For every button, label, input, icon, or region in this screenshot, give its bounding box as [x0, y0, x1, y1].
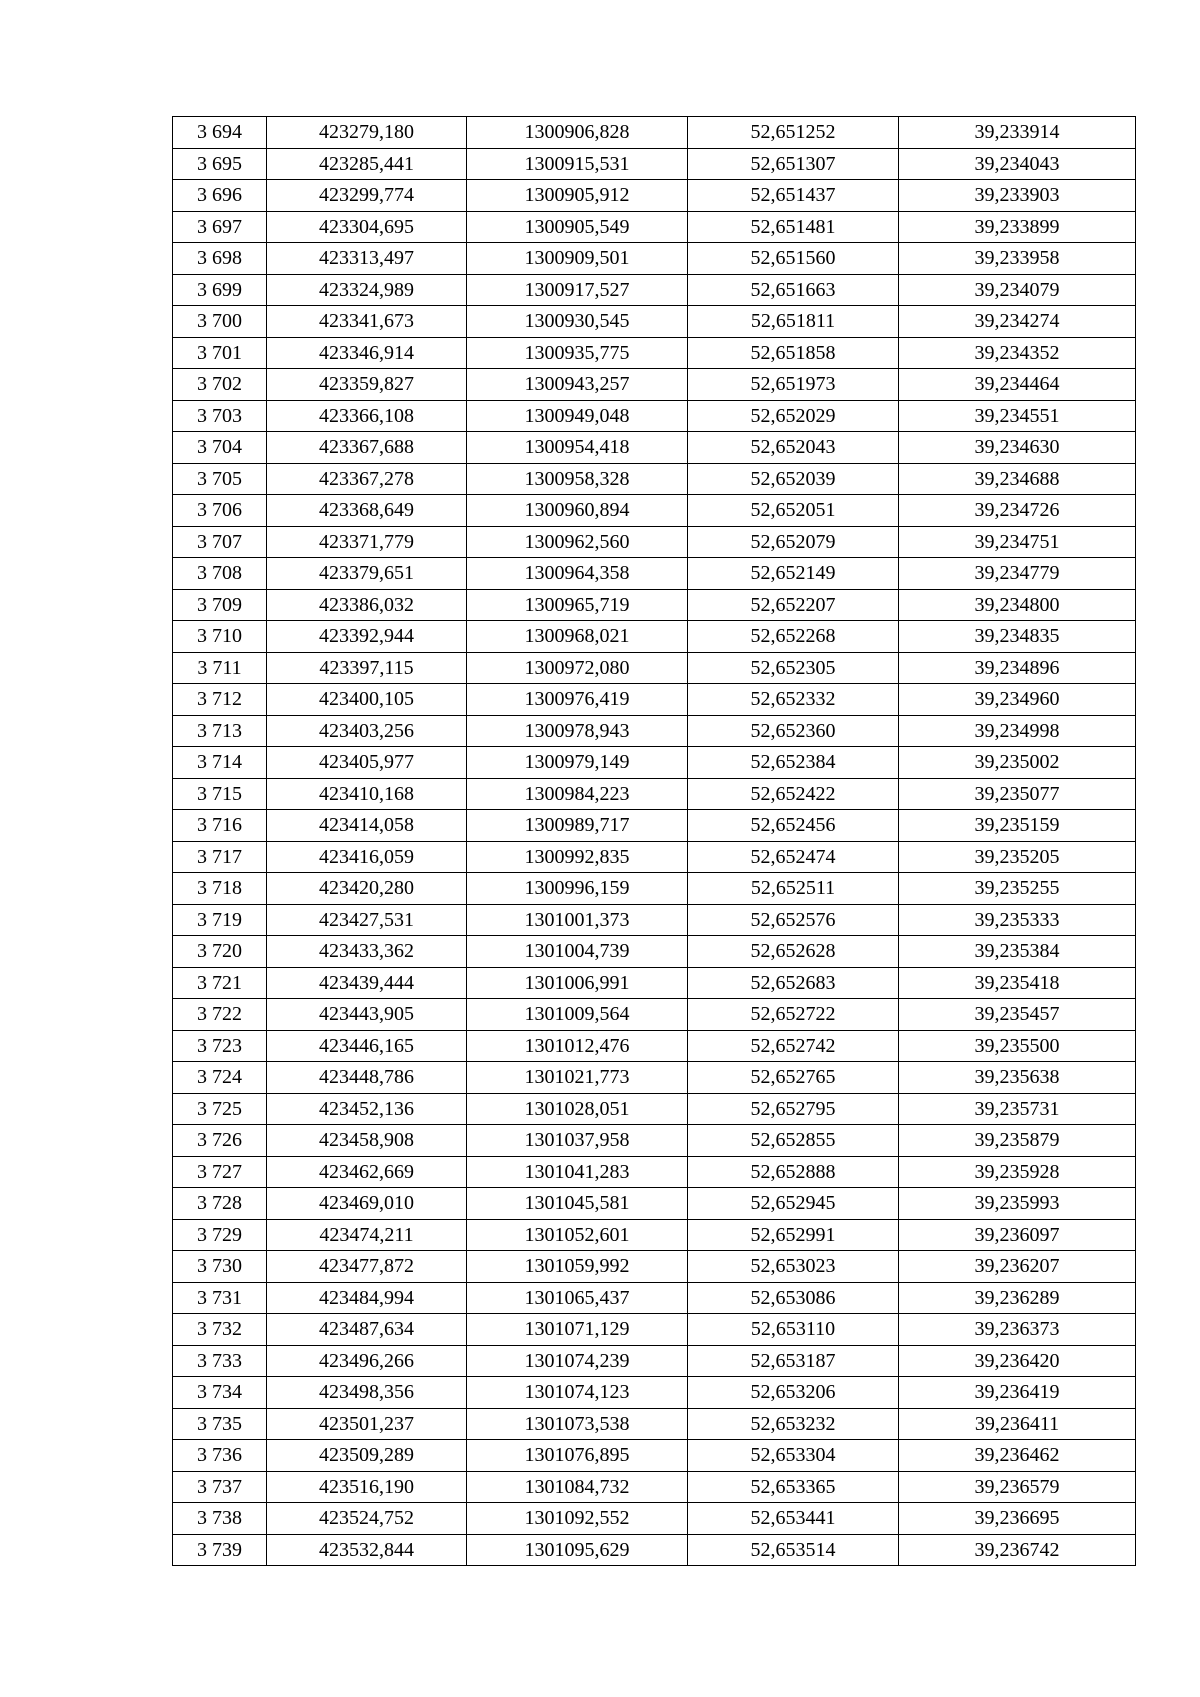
table-row	[173, 148, 1136, 180]
x-coordinate-cell: 423443,905	[267, 999, 467, 1031]
y-coordinate-cell: 1300935,775	[467, 337, 688, 369]
point-number-cell: 3 711	[173, 652, 267, 684]
x-coordinate-cell: 423403,256	[267, 715, 467, 747]
y-coordinate-cell: 1300906,828	[467, 117, 688, 149]
latitude-cell: 52,651560	[688, 243, 899, 275]
point-number-cell: 3 723	[173, 1030, 267, 1062]
latitude-cell: 52,652268	[688, 621, 899, 653]
x-coordinate-cell: 423285,441	[267, 148, 467, 180]
latitude-cell: 52,652765	[688, 1062, 899, 1094]
longitude-cell: 39,235418	[899, 967, 1136, 999]
table-row	[173, 463, 1136, 495]
longitude-cell: 39,236373	[899, 1314, 1136, 1346]
table-row	[173, 243, 1136, 275]
latitude-cell: 52,653206	[688, 1377, 899, 1409]
longitude-cell: 39,236579	[899, 1471, 1136, 1503]
y-coordinate-cell: 1300915,531	[467, 148, 688, 180]
y-coordinate-cell: 1300954,418	[467, 432, 688, 464]
table-row	[173, 1282, 1136, 1314]
point-number-cell: 3 694	[173, 117, 267, 149]
longitude-cell: 39,234274	[899, 306, 1136, 338]
latitude-cell: 52,652149	[688, 558, 899, 590]
latitude-cell: 52,651307	[688, 148, 899, 180]
latitude-cell: 52,651858	[688, 337, 899, 369]
table-row	[173, 1125, 1136, 1157]
x-coordinate-cell: 423405,977	[267, 747, 467, 779]
point-number-cell: 3 739	[173, 1534, 267, 1566]
y-coordinate-cell: 1301059,992	[467, 1251, 688, 1283]
point-number-cell: 3 738	[173, 1503, 267, 1535]
latitude-cell: 52,651481	[688, 211, 899, 243]
latitude-cell: 52,652511	[688, 873, 899, 905]
x-coordinate-cell: 423341,673	[267, 306, 467, 338]
point-number-cell: 3 719	[173, 904, 267, 936]
point-number-cell: 3 729	[173, 1219, 267, 1251]
longitude-cell: 39,235879	[899, 1125, 1136, 1157]
latitude-cell: 52,652628	[688, 936, 899, 968]
y-coordinate-cell: 1300905,549	[467, 211, 688, 243]
latitude-cell: 52,652945	[688, 1188, 899, 1220]
point-number-cell: 3 703	[173, 400, 267, 432]
x-coordinate-cell: 423452,136	[267, 1093, 467, 1125]
longitude-cell: 39,234688	[899, 463, 1136, 495]
longitude-cell: 39,236462	[899, 1440, 1136, 1472]
table-row	[173, 589, 1136, 621]
table-row	[173, 1440, 1136, 1472]
x-coordinate-cell: 423414,058	[267, 810, 467, 842]
longitude-cell: 39,235077	[899, 778, 1136, 810]
latitude-cell: 52,652722	[688, 999, 899, 1031]
latitude-cell: 52,652043	[688, 432, 899, 464]
longitude-cell: 39,235159	[899, 810, 1136, 842]
y-coordinate-cell: 1300972,080	[467, 652, 688, 684]
longitude-cell: 39,235384	[899, 936, 1136, 968]
point-number-cell: 3 732	[173, 1314, 267, 1346]
table-row	[173, 621, 1136, 653]
latitude-cell: 52,652576	[688, 904, 899, 936]
point-number-cell: 3 710	[173, 621, 267, 653]
table-row	[173, 1377, 1136, 1409]
x-coordinate-cell: 423324,989	[267, 274, 467, 306]
latitude-cell: 52,653514	[688, 1534, 899, 1566]
longitude-cell: 39,233958	[899, 243, 1136, 275]
latitude-cell: 52,652332	[688, 684, 899, 716]
table-row	[173, 211, 1136, 243]
y-coordinate-cell: 1301071,129	[467, 1314, 688, 1346]
point-number-cell: 3 724	[173, 1062, 267, 1094]
table-row	[173, 180, 1136, 212]
y-coordinate-cell: 1301004,739	[467, 936, 688, 968]
x-coordinate-cell: 423371,779	[267, 526, 467, 558]
latitude-cell: 52,653304	[688, 1440, 899, 1472]
latitude-cell: 52,653023	[688, 1251, 899, 1283]
table-row	[173, 778, 1136, 810]
point-number-cell: 3 713	[173, 715, 267, 747]
x-coordinate-cell: 423368,649	[267, 495, 467, 527]
longitude-cell: 39,234896	[899, 652, 1136, 684]
longitude-cell: 39,235205	[899, 841, 1136, 873]
point-number-cell: 3 699	[173, 274, 267, 306]
x-coordinate-cell: 423433,362	[267, 936, 467, 968]
latitude-cell: 52,653441	[688, 1503, 899, 1535]
x-coordinate-cell: 423367,278	[267, 463, 467, 495]
point-number-cell: 3 706	[173, 495, 267, 527]
latitude-cell: 52,652474	[688, 841, 899, 873]
y-coordinate-cell: 1301074,123	[467, 1377, 688, 1409]
table-row	[173, 747, 1136, 779]
longitude-cell: 39,234079	[899, 274, 1136, 306]
point-number-cell: 3 705	[173, 463, 267, 495]
x-coordinate-cell: 423416,059	[267, 841, 467, 873]
x-coordinate-cell: 423469,010	[267, 1188, 467, 1220]
point-number-cell: 3 716	[173, 810, 267, 842]
y-coordinate-cell: 1300979,149	[467, 747, 688, 779]
x-coordinate-cell: 423509,289	[267, 1440, 467, 1472]
point-number-cell: 3 702	[173, 369, 267, 401]
longitude-cell: 39,234630	[899, 432, 1136, 464]
latitude-cell: 52,652207	[688, 589, 899, 621]
table-row	[173, 1503, 1136, 1535]
x-coordinate-cell: 423524,752	[267, 1503, 467, 1535]
y-coordinate-cell: 1301092,552	[467, 1503, 688, 1535]
y-coordinate-cell: 1301028,051	[467, 1093, 688, 1125]
longitude-cell: 39,236411	[899, 1408, 1136, 1440]
longitude-cell: 39,234352	[899, 337, 1136, 369]
x-coordinate-cell: 423462,669	[267, 1156, 467, 1188]
latitude-cell: 52,653187	[688, 1345, 899, 1377]
x-coordinate-cell: 423366,108	[267, 400, 467, 432]
x-coordinate-cell: 423379,651	[267, 558, 467, 590]
point-number-cell: 3 722	[173, 999, 267, 1031]
point-number-cell: 3 698	[173, 243, 267, 275]
y-coordinate-cell: 1301001,373	[467, 904, 688, 936]
x-coordinate-cell: 423477,872	[267, 1251, 467, 1283]
x-coordinate-cell: 423386,032	[267, 589, 467, 621]
latitude-cell: 52,652039	[688, 463, 899, 495]
point-number-cell: 3 697	[173, 211, 267, 243]
longitude-cell: 39,234779	[899, 558, 1136, 590]
x-coordinate-cell: 423392,944	[267, 621, 467, 653]
x-coordinate-cell: 423279,180	[267, 117, 467, 149]
table-row	[173, 810, 1136, 842]
x-coordinate-cell: 423346,914	[267, 337, 467, 369]
point-number-cell: 3 727	[173, 1156, 267, 1188]
x-coordinate-cell: 423367,688	[267, 432, 467, 464]
x-coordinate-cell: 423397,115	[267, 652, 467, 684]
x-coordinate-cell: 423400,105	[267, 684, 467, 716]
y-coordinate-cell: 1301021,773	[467, 1062, 688, 1094]
table-row	[173, 936, 1136, 968]
table-row	[173, 1345, 1136, 1377]
table-row	[173, 369, 1136, 401]
latitude-cell: 52,652855	[688, 1125, 899, 1157]
y-coordinate-cell: 1300964,358	[467, 558, 688, 590]
table-row	[173, 684, 1136, 716]
latitude-cell: 52,652051	[688, 495, 899, 527]
longitude-cell: 39,234551	[899, 400, 1136, 432]
longitude-cell: 39,234960	[899, 684, 1136, 716]
y-coordinate-cell: 1301006,991	[467, 967, 688, 999]
latitude-cell: 52,652991	[688, 1219, 899, 1251]
table-row	[173, 1062, 1136, 1094]
x-coordinate-cell: 423410,168	[267, 778, 467, 810]
longitude-cell: 39,235255	[899, 873, 1136, 905]
latitude-cell: 52,652795	[688, 1093, 899, 1125]
point-number-cell: 3 725	[173, 1093, 267, 1125]
point-number-cell: 3 736	[173, 1440, 267, 1472]
longitude-cell: 39,234043	[899, 148, 1136, 180]
longitude-cell: 39,234751	[899, 526, 1136, 558]
latitude-cell: 52,652888	[688, 1156, 899, 1188]
latitude-cell: 52,651663	[688, 274, 899, 306]
table-row	[173, 400, 1136, 432]
y-coordinate-cell: 1300909,501	[467, 243, 688, 275]
longitude-cell: 39,235002	[899, 747, 1136, 779]
table-row	[173, 1156, 1136, 1188]
coordinates-table	[172, 116, 1136, 1566]
y-coordinate-cell: 1301037,958	[467, 1125, 688, 1157]
longitude-cell: 39,234464	[899, 369, 1136, 401]
x-coordinate-cell: 423439,444	[267, 967, 467, 999]
point-number-cell: 3 704	[173, 432, 267, 464]
y-coordinate-cell: 1301012,476	[467, 1030, 688, 1062]
longitude-cell: 39,236419	[899, 1377, 1136, 1409]
table-row	[173, 652, 1136, 684]
longitude-cell: 39,236289	[899, 1282, 1136, 1314]
longitude-cell: 39,233903	[899, 180, 1136, 212]
latitude-cell: 52,652742	[688, 1030, 899, 1062]
table-row	[173, 1251, 1136, 1283]
latitude-cell: 52,652456	[688, 810, 899, 842]
coordinates-table-body	[173, 117, 1136, 1566]
table-row	[173, 526, 1136, 558]
table-row	[173, 1408, 1136, 1440]
point-number-cell: 3 707	[173, 526, 267, 558]
latitude-cell: 52,652384	[688, 747, 899, 779]
x-coordinate-cell: 423359,827	[267, 369, 467, 401]
y-coordinate-cell: 1300996,159	[467, 873, 688, 905]
point-number-cell: 3 714	[173, 747, 267, 779]
longitude-cell: 39,233899	[899, 211, 1136, 243]
latitude-cell: 52,652305	[688, 652, 899, 684]
longitude-cell: 39,235500	[899, 1030, 1136, 1062]
y-coordinate-cell: 1301076,895	[467, 1440, 688, 1472]
x-coordinate-cell: 423458,908	[267, 1125, 467, 1157]
x-coordinate-cell: 423498,356	[267, 1377, 467, 1409]
longitude-cell: 39,235457	[899, 999, 1136, 1031]
table-row	[173, 274, 1136, 306]
y-coordinate-cell: 1300917,527	[467, 274, 688, 306]
x-coordinate-cell: 423427,531	[267, 904, 467, 936]
longitude-cell: 39,236097	[899, 1219, 1136, 1251]
table-row	[173, 999, 1136, 1031]
x-coordinate-cell: 423532,844	[267, 1534, 467, 1566]
x-coordinate-cell: 423446,165	[267, 1030, 467, 1062]
x-coordinate-cell: 423516,190	[267, 1471, 467, 1503]
latitude-cell: 52,653365	[688, 1471, 899, 1503]
point-number-cell: 3 731	[173, 1282, 267, 1314]
y-coordinate-cell: 1301045,581	[467, 1188, 688, 1220]
y-coordinate-cell: 1301052,601	[467, 1219, 688, 1251]
table-row	[173, 967, 1136, 999]
x-coordinate-cell: 423313,497	[267, 243, 467, 275]
table-row	[173, 337, 1136, 369]
y-coordinate-cell: 1300968,021	[467, 621, 688, 653]
longitude-cell: 39,234998	[899, 715, 1136, 747]
y-coordinate-cell: 1300930,545	[467, 306, 688, 338]
longitude-cell: 39,236742	[899, 1534, 1136, 1566]
y-coordinate-cell: 1301095,629	[467, 1534, 688, 1566]
point-number-cell: 3 701	[173, 337, 267, 369]
y-coordinate-cell: 1300958,328	[467, 463, 688, 495]
table-row	[173, 1093, 1136, 1125]
point-number-cell: 3 700	[173, 306, 267, 338]
latitude-cell: 52,653232	[688, 1408, 899, 1440]
y-coordinate-cell: 1301041,283	[467, 1156, 688, 1188]
table-row	[173, 873, 1136, 905]
longitude-cell: 39,236695	[899, 1503, 1136, 1535]
y-coordinate-cell: 1300960,894	[467, 495, 688, 527]
x-coordinate-cell: 423448,786	[267, 1062, 467, 1094]
latitude-cell: 52,651973	[688, 369, 899, 401]
y-coordinate-cell: 1300965,719	[467, 589, 688, 621]
point-number-cell: 3 728	[173, 1188, 267, 1220]
x-coordinate-cell: 423474,211	[267, 1219, 467, 1251]
point-number-cell: 3 695	[173, 148, 267, 180]
point-number-cell: 3 708	[173, 558, 267, 590]
table-row	[173, 1188, 1136, 1220]
x-coordinate-cell: 423501,237	[267, 1408, 467, 1440]
y-coordinate-cell: 1301073,538	[467, 1408, 688, 1440]
latitude-cell: 52,652360	[688, 715, 899, 747]
point-number-cell: 3 718	[173, 873, 267, 905]
y-coordinate-cell: 1300943,257	[467, 369, 688, 401]
point-number-cell: 3 720	[173, 936, 267, 968]
table-row	[173, 432, 1136, 464]
point-number-cell: 3 726	[173, 1125, 267, 1157]
table-row	[173, 1534, 1136, 1566]
y-coordinate-cell: 1300992,835	[467, 841, 688, 873]
point-number-cell: 3 712	[173, 684, 267, 716]
point-number-cell: 3 735	[173, 1408, 267, 1440]
point-number-cell: 3 730	[173, 1251, 267, 1283]
y-coordinate-cell: 1301084,732	[467, 1471, 688, 1503]
table-row	[173, 495, 1136, 527]
y-coordinate-cell: 1300984,223	[467, 778, 688, 810]
y-coordinate-cell: 1300989,717	[467, 810, 688, 842]
longitude-cell: 39,233914	[899, 117, 1136, 149]
longitude-cell: 39,236207	[899, 1251, 1136, 1283]
y-coordinate-cell: 1300978,943	[467, 715, 688, 747]
y-coordinate-cell: 1300976,419	[467, 684, 688, 716]
table-row	[173, 1471, 1136, 1503]
y-coordinate-cell: 1301074,239	[467, 1345, 688, 1377]
table-row	[173, 715, 1136, 747]
longitude-cell: 39,234800	[899, 589, 1136, 621]
table-row	[173, 1030, 1136, 1062]
x-coordinate-cell: 423487,634	[267, 1314, 467, 1346]
y-coordinate-cell: 1300962,560	[467, 526, 688, 558]
latitude-cell: 52,653110	[688, 1314, 899, 1346]
longitude-cell: 39,235638	[899, 1062, 1136, 1094]
y-coordinate-cell: 1300905,912	[467, 180, 688, 212]
table-row	[173, 1219, 1136, 1251]
y-coordinate-cell: 1301009,564	[467, 999, 688, 1031]
y-coordinate-cell: 1300949,048	[467, 400, 688, 432]
x-coordinate-cell: 423299,774	[267, 180, 467, 212]
longitude-cell: 39,235928	[899, 1156, 1136, 1188]
y-coordinate-cell: 1301065,437	[467, 1282, 688, 1314]
table-row	[173, 1314, 1136, 1346]
point-number-cell: 3 717	[173, 841, 267, 873]
point-number-cell: 3 734	[173, 1377, 267, 1409]
latitude-cell: 52,651252	[688, 117, 899, 149]
longitude-cell: 39,235993	[899, 1188, 1136, 1220]
x-coordinate-cell: 423420,280	[267, 873, 467, 905]
latitude-cell: 52,653086	[688, 1282, 899, 1314]
point-number-cell: 3 696	[173, 180, 267, 212]
point-number-cell: 3 737	[173, 1471, 267, 1503]
table-row	[173, 558, 1136, 590]
latitude-cell: 52,652079	[688, 526, 899, 558]
point-number-cell: 3 715	[173, 778, 267, 810]
longitude-cell: 39,234726	[899, 495, 1136, 527]
longitude-cell: 39,234835	[899, 621, 1136, 653]
point-number-cell: 3 721	[173, 967, 267, 999]
point-number-cell: 3 733	[173, 1345, 267, 1377]
table-row	[173, 904, 1136, 936]
latitude-cell: 52,651437	[688, 180, 899, 212]
longitude-cell: 39,235333	[899, 904, 1136, 936]
table-row	[173, 306, 1136, 338]
longitude-cell: 39,236420	[899, 1345, 1136, 1377]
point-number-cell: 3 709	[173, 589, 267, 621]
latitude-cell: 52,651811	[688, 306, 899, 338]
latitude-cell: 52,652422	[688, 778, 899, 810]
x-coordinate-cell: 423484,994	[267, 1282, 467, 1314]
x-coordinate-cell: 423496,266	[267, 1345, 467, 1377]
latitude-cell: 52,652683	[688, 967, 899, 999]
latitude-cell: 52,652029	[688, 400, 899, 432]
table-row	[173, 841, 1136, 873]
table-row	[173, 117, 1136, 149]
longitude-cell: 39,235731	[899, 1093, 1136, 1125]
x-coordinate-cell: 423304,695	[267, 211, 467, 243]
